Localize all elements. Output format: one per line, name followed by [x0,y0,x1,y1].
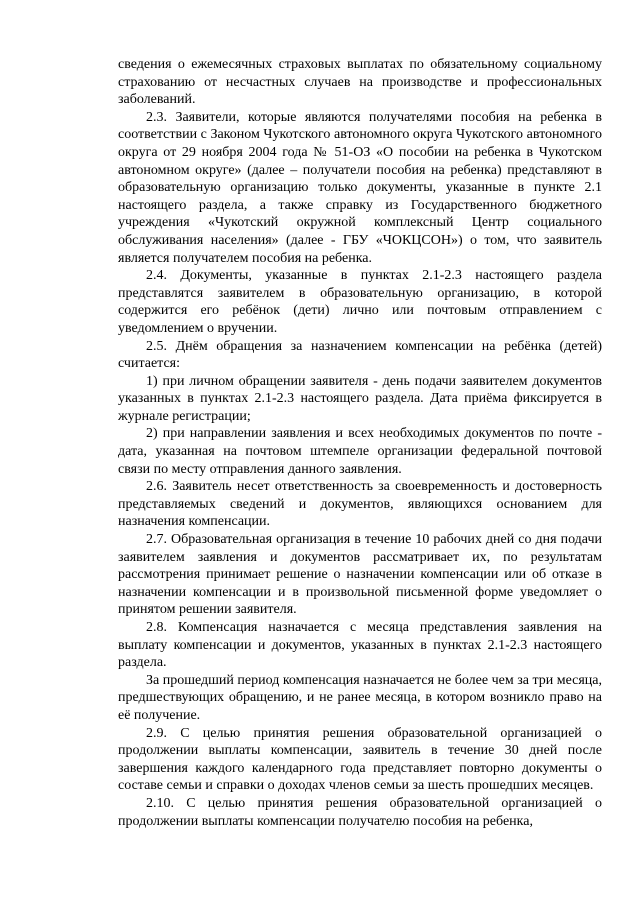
paragraph-2-3: 2.3. Заявители, которые являются получателями пособия на ребенка в соответствии с Законом Чукотского автономного округа Чукотского автономного округа от 29 ноября 2004 года № 51-ОЗ «О пособии на ребенка в Чукотском автономном округе» (далее – получатели пособия на ребенка) представляют в образовательную организацию только документы, указанные в пункте 2.1 настоящего раздела, а также справку из Государственного бюджетного учреждения «Чукотский окружной комплексный Центр социального обслуживания населения» (далее - ГБУ «ЧОКЦСОН») о том, что заявитель является получателем пособия на ребенка. [118,109,602,266]
paragraph-2-4: 2.4. Документы, указанные в пунктах 2.1-2.3 настоящего раздела представлятся заявителем в образовательную организацию, в которой содержится его ребёнок (дети) лично или почтовым отправлением с уведомлением о вручении. [118,268,602,336]
paragraph-2-6: 2.6. Заявитель несет ответственность за своевременность и достоверность представляемых сведений и документов, являющихся основанием для назначения компенсации. [118,479,602,530]
document-page [118,56,602,830]
paragraph-2-5-item-1: 1) при личном обращении заявителя - день подачи заявителем документов указанных в пунктах 2.1-2.3 настоящего раздела. Дата приёма фиксируется в журнале регистрации; [118,373,602,424]
paragraph-continuation: сведения о ежемесячных страховых выплатах по обязательному социальному страхованию от несчастных случаев на производстве и профессиональных заболеваний. [118,57,602,108]
paragraph-2-10: 2.10. С целью принятия решения образовательной организацией о продолжении выплаты компенсации получателю пособия на ребенка, [118,795,602,829]
paragraph-2-9: 2.9. С целью принятия решения образовательной организацией о продолжении выплаты компенсации, заявитель в течение 30 дней после завершения каждого календарного года представляет повторно документы о составе семьи и справки о доходах членов семьи за шесть прошедших месяцев. [118,725,602,794]
paragraph-2-5: 2.5. Днём обращения за назначением компенсации на ребёнка (детей) считается: [118,338,602,372]
paragraph-2-8-continued: За прошедший период компенсация назначается не более чем за три месяца, предшествующих обращению, и не ранее месяца, в котором возникло право на её получение. [118,672,603,723]
paragraph-2-8: 2.8. Компенсация назначается с месяца представления заявления на выплату компенсации и документов, указанных в пунктах 2.1-2.3 настоящего раздела. [118,620,602,671]
paragraph-2-5-item-2: 2) при направлении заявления и всех необходимых документов по почте - дата, указанная на почтовом штемпеле организации федеральной почтовой связи по месту отправления данного заявления. [118,426,602,477]
paragraph-2-7: 2.7. Образовательная организация в течение 10 рабочих дней со дня подачи заявителем заявления и документов рассматривает их, по результатам рассмотрения принимает решение о назначении компенсации или об отказе в назначении компенсации и в произвольной письменной форме уведомляет о принятом решении заявителя. [118,532,602,618]
